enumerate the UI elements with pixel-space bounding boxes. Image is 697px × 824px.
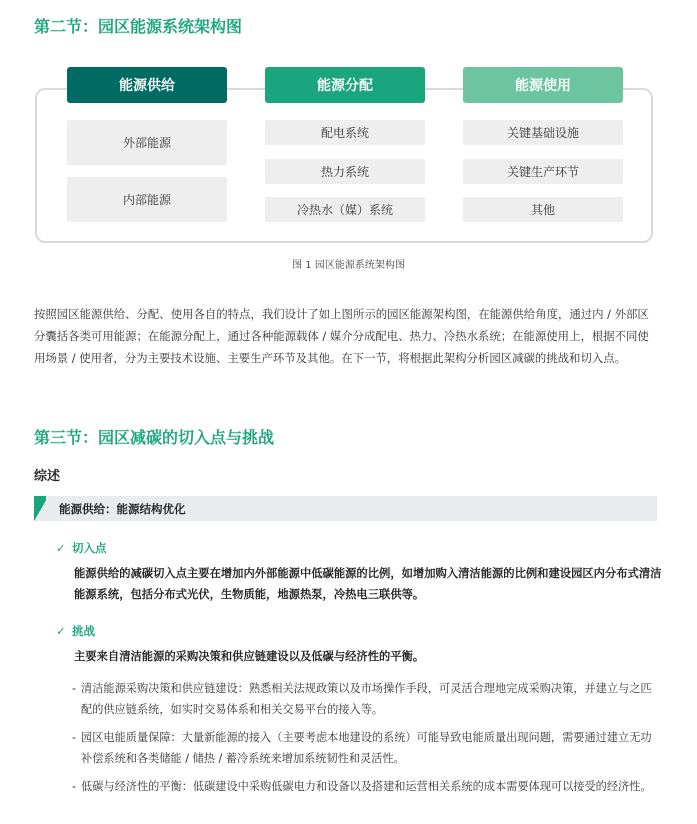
bullet-dash: - [72,682,77,695]
bullet-text: 清洁能源采购决策和供应链建设：熟悉相关法规政策以及市场操作手段，可灵活合理地完成采购决策，并建立与之匹配的供应链系统，如实时交易体系和相关交易平台的接入等。 [81,682,652,716]
diagram-box-internal-energy: 内部能源 [67,177,227,222]
bullet-text: 园区电能质量保障：大量新能源的接入（主要考虑本地建设的系统）可能导致电能质量出现问题，需要通过建立无功补偿系统和各类储能 / 储热 / 蓄冷系统来增加系统韧性和灵活性。 [81,731,652,765]
challenge-bullet [72,678,660,720]
bullet-dash: - [72,780,77,793]
entry-point-text: 能源供给的减碳切入点主要在增加内外部能源中低碳能源的比例，如增加购入清洁能源的比例和建设园区内分布式清洁能源系统，包括分布式光伏，生物质能，地源热泵，冷热电三联供等。 [74,567,662,601]
topic-banner [34,496,657,521]
banner-label: 能源供给：能源结构优化 [59,502,186,516]
checkmark-icon: ✓ [56,624,66,638]
diagram-box-chilled-water: 冷热水（媒）系统 [265,197,425,222]
challenge-bullet [72,776,660,797]
diagram-box-heating: 热力系统 [265,159,425,184]
diagram-box-other: 其他 [463,197,623,222]
diagram-box-key-production: 关键生产环节 [463,159,623,184]
section-title: 第三节：园区减碳的切入点与挑战 [34,428,275,447]
challenge-heading [56,623,95,639]
entry-point-label: 切入点 [72,541,107,555]
bullet-dash: - [72,731,77,744]
diagram-box-power-distribution: 配电系统 [265,120,425,145]
checkmark-icon: ✓ [56,541,66,555]
diagram-box-key-infrastructure: 关键基础设施 [463,120,623,145]
column-header-distribution: 能源分配 [265,67,425,103]
challenge-label: 挑战 [72,624,95,638]
entry-point-heading [56,540,107,556]
challenge-bullet [72,727,660,769]
column-header-supply: 能源供给 [67,67,227,103]
body-paragraph: 按照园区能源供给、分配、使用各自的特点，我们设计了如上图所示的园区能源架构图，在能源供给角度，通过内 / 外部区分囊括各类可用能源；在能源分配上，通过各种能源载体 / 媒介分成配电、热力、冷热水系统；在能源使用上，根据不同使用场景 / 使用者，分为主要技术设施、主要生产环节及其他。在下一节，将根据此架构分析园区减碳的挑战和切入点。 [34,307,649,365]
diagram-box-external-energy: 外部能源 [67,120,227,165]
banner-accent-mark [34,496,46,521]
bullet-text: 低碳与经济性的平衡：低碳建设中采购低碳电力和设备以及搭建和运营相关系统的成本需要体现可以接受的经济性。 [81,780,652,793]
column-header-usage: 能源使用 [463,67,623,103]
subsection-heading: 综述 [34,469,61,484]
challenge-text: 主要来自清洁能源的采购决策和供应链建设以及低碳与经济性的平衡。 [74,650,425,663]
figure-caption: 图 1 园区能源系统架构图 [292,260,405,271]
section-title: 第二节：园区能源系统架构图 [34,17,243,36]
